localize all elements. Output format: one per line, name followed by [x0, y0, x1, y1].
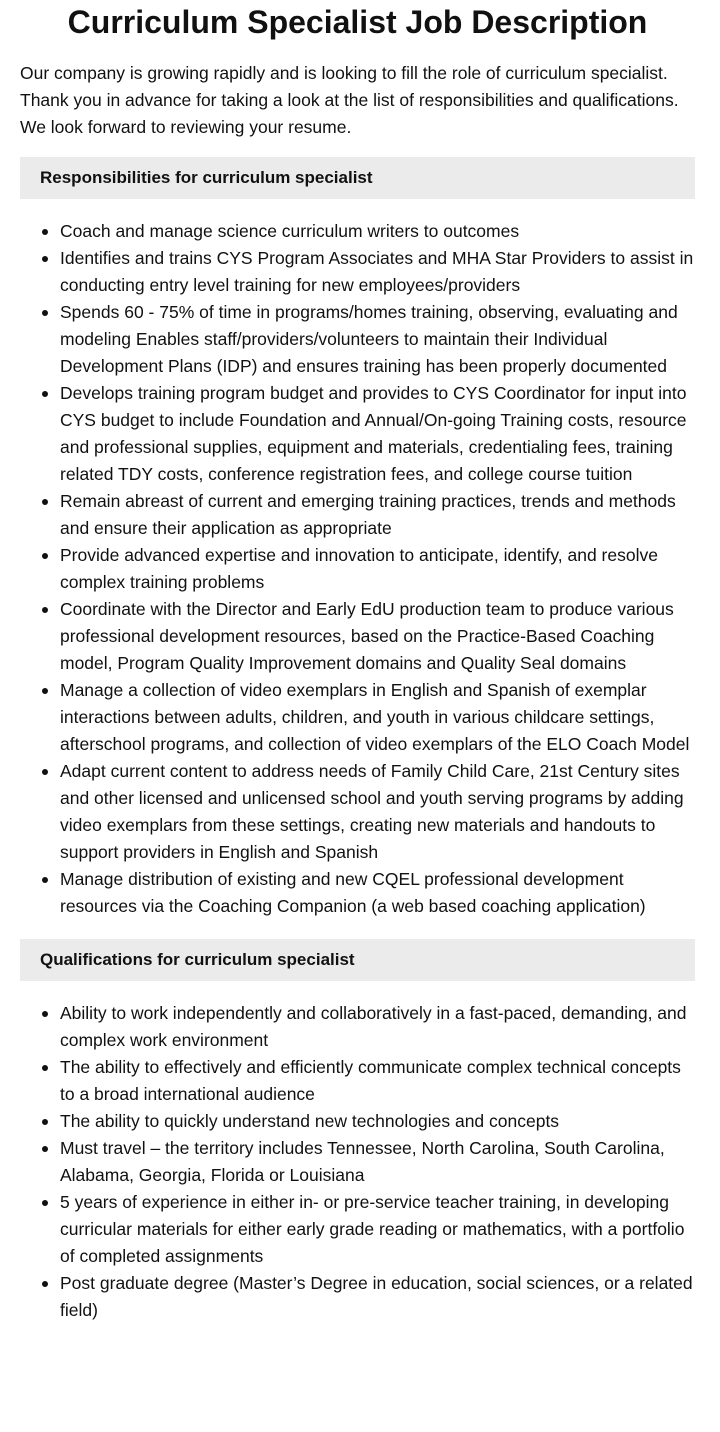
- qualification-item: Post graduate degree (Master’s Degree in education, social sciences, or a related field): [60, 1270, 695, 1324]
- responsibility-item: Adapt current content to address needs of Family Child Care, 21st Century sites and other licensed and unlicensed school and youth serving programs by adding video exemplars from these settings, creating new materials and handouts to support providers in English and Spanish: [60, 758, 695, 866]
- qualifications-heading: Qualifications for curriculum specialist: [20, 939, 695, 981]
- page-title: Curriculum Specialist Job Description: [67, 4, 648, 40]
- responsibilities-list: [20, 218, 695, 920]
- qualification-item: Must travel – the territory includes Tennessee, North Carolina, South Carolina, Alabama, Georgia, Florida or Louisiana: [60, 1135, 695, 1189]
- responsibility-item: Manage distribution of existing and new CQEL professional development resources via the Coaching Companion (a web based coaching application): [60, 866, 695, 920]
- responsibility-item: Remain abreast of current and emerging training practices, trends and methods and ensure their application as appropriate: [60, 488, 695, 542]
- responsibility-item: Identifies and trains CYS Program Associates and MHA Star Providers to assist in conducting entry level training for new employees/providers: [60, 245, 695, 299]
- responsibility-item: Manage a collection of video exemplars in English and Spanish of exemplar interactions between adults, children, and youth in various childcare settings, afterschool programs, and collection of video exemplars of the ELO Coach Model: [60, 677, 695, 758]
- responsibility-item: Develops training program budget and provides to CYS Coordinator for input into CYS budget to include Foundation and Annual/On-going Training costs, resource and professional supplies, equipment and materials, credentialing fees, training related TDY costs, conference registration fees, and college course tuition: [60, 380, 695, 488]
- qualification-item: The ability to effectively and efficiently communicate complex technical concepts to a broad international audience: [60, 1054, 695, 1108]
- responsibility-item: Provide advanced expertise and innovation to anticipate, identify, and resolve complex training problems: [60, 542, 695, 596]
- qualification-item: The ability to quickly understand new technologies and concepts: [60, 1108, 695, 1135]
- responsibility-item: Spends 60 - 75% of time in programs/homes training, observing, evaluating and modeling Enables staff/providers/volunteers to maintain their Individual Development Plans (IDP) and ensures training has been properly documented: [60, 299, 695, 380]
- qualifications-list: [20, 1000, 695, 1324]
- responsibility-item: Coordinate with the Director and Early EdU production team to produce various professional development resources, based on the Practice-Based Coaching model, Program Quality Improvement domains and Quality Seal domains: [60, 596, 695, 677]
- responsibility-item: Coach and manage science curriculum writers to outcomes: [60, 218, 695, 245]
- intro-paragraph: Our company is growing rapidly and is looking to fill the role of curriculum specialist. Thank you in advance for taking a look at the list of responsibilities and qualifications. We look forward to reviewing your resume.: [20, 63, 679, 137]
- qualification-item: Ability to work independently and collaboratively in a fast-paced, demanding, and complex work environment: [60, 1000, 695, 1054]
- responsibilities-heading: Responsibilities for curriculum specialist: [20, 157, 695, 199]
- qualification-item: 5 years of experience in either in- or pre-service teacher training, in developing curricular materials for either early grade reading or mathematics, with a portfolio of completed assignments: [60, 1189, 695, 1270]
